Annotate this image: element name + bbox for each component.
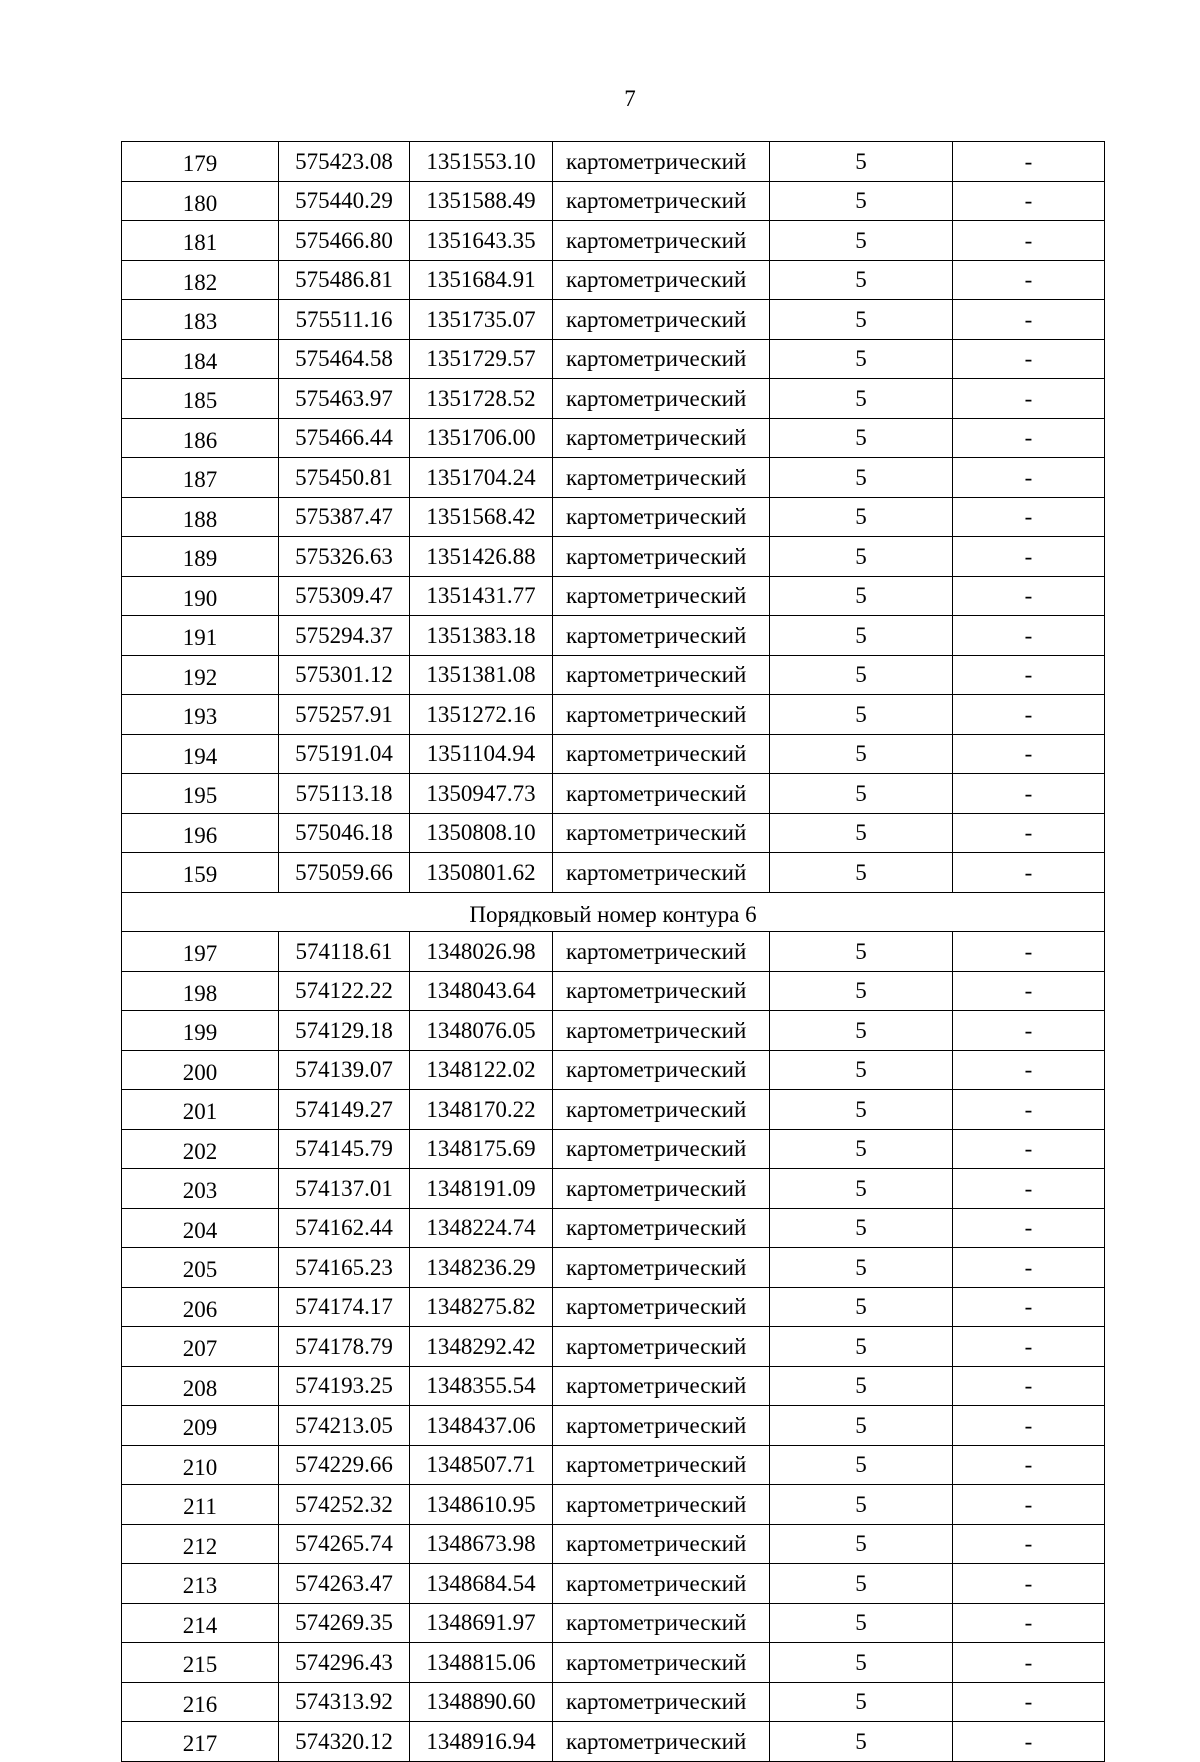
note-cell: - [953,932,1105,972]
accuracy-cell: 5 [770,1011,953,1051]
accuracy-cell: 5 [770,300,953,340]
note-cell: - [953,1129,1105,1169]
table-row [122,1208,1105,1248]
accuracy-cell: 5 [770,1169,953,1209]
note-cell: - [953,300,1105,340]
x-coordinate-cell: 575309.47 [279,576,410,616]
method-cell: картометрический [553,418,770,458]
accuracy-cell: 5 [770,774,953,814]
point-number-cell: 180 [122,181,279,221]
method-cell: картометрический [553,1603,770,1643]
point-number-cell: 196 [122,813,279,853]
method-cell: картометрический [553,616,770,656]
method-cell: картометрический [553,1366,770,1406]
x-coordinate-cell: 575046.18 [279,813,410,853]
x-coordinate-cell: 575486.81 [279,260,410,300]
table-row [122,1682,1105,1722]
accuracy-cell: 5 [770,1050,953,1090]
y-coordinate-cell: 1350947.73 [410,774,553,814]
x-coordinate-cell: 575294.37 [279,616,410,656]
table-row [122,655,1105,695]
point-number-cell: 213 [122,1564,279,1604]
table-row [122,1327,1105,1367]
point-number-cell: 210 [122,1445,279,1485]
table-row [122,1524,1105,1564]
x-coordinate-cell: 575423.08 [279,142,410,182]
point-number-cell: 199 [122,1011,279,1051]
method-cell: картометрический [553,1129,770,1169]
method-cell: картометрический [553,1050,770,1090]
accuracy-cell: 5 [770,616,953,656]
point-number-cell: 216 [122,1682,279,1722]
accuracy-cell: 5 [770,1129,953,1169]
note-cell: - [953,1050,1105,1090]
section-header-row [122,892,1105,932]
accuracy-cell: 5 [770,221,953,261]
point-number-cell: 207 [122,1327,279,1367]
point-number-cell: 190 [122,576,279,616]
y-coordinate-cell: 1348916.94 [410,1722,553,1762]
y-coordinate-cell: 1348236.29 [410,1248,553,1288]
accuracy-cell: 5 [770,497,953,537]
y-coordinate-cell: 1351553.10 [410,142,553,182]
point-number-cell: 191 [122,616,279,656]
y-coordinate-cell: 1351588.49 [410,181,553,221]
accuracy-cell: 5 [770,734,953,774]
x-coordinate-cell: 575191.04 [279,734,410,774]
method-cell: картометрический [553,1090,770,1130]
method-cell: картометрический [553,497,770,537]
point-number-cell: 188 [122,497,279,537]
method-cell: картометрический [553,1643,770,1683]
x-coordinate-cell: 574149.27 [279,1090,410,1130]
accuracy-cell: 5 [770,1090,953,1130]
accuracy-cell: 5 [770,142,953,182]
x-coordinate-cell: 574313.92 [279,1682,410,1722]
y-coordinate-cell: 1348673.98 [410,1524,553,1564]
y-coordinate-cell: 1348175.69 [410,1129,553,1169]
accuracy-cell: 5 [770,971,953,1011]
table-row [122,1090,1105,1130]
accuracy-cell: 5 [770,1208,953,1248]
note-cell: - [953,1603,1105,1643]
y-coordinate-cell: 1351383.18 [410,616,553,656]
x-coordinate-cell: 575257.91 [279,695,410,735]
x-coordinate-cell: 574252.32 [279,1485,410,1525]
y-coordinate-cell: 1348122.02 [410,1050,553,1090]
method-cell: картометрический [553,695,770,735]
point-number-cell: 193 [122,695,279,735]
table-row [122,458,1105,498]
y-coordinate-cell: 1348275.82 [410,1287,553,1327]
point-number-cell: 185 [122,379,279,419]
method-cell: картометрический [553,1248,770,1288]
accuracy-cell: 5 [770,418,953,458]
table-row [122,971,1105,1011]
x-coordinate-cell: 574139.07 [279,1050,410,1090]
table-row [122,1050,1105,1090]
page-number: 7 [624,86,636,111]
note-cell: - [953,1366,1105,1406]
method-cell: картометрический [553,655,770,695]
table-row [122,418,1105,458]
method-cell: картометрический [553,1011,770,1051]
point-number-cell: 195 [122,774,279,814]
accuracy-cell: 5 [770,1682,953,1722]
method-cell: картометрический [553,774,770,814]
x-coordinate-cell: 575059.66 [279,853,410,893]
table-row [122,221,1105,261]
method-cell: картометрический [553,260,770,300]
note-cell: - [953,142,1105,182]
table-row [122,695,1105,735]
y-coordinate-cell: 1351431.77 [410,576,553,616]
y-coordinate-cell: 1348076.05 [410,1011,553,1051]
accuracy-cell: 5 [770,813,953,853]
method-cell: картометрический [553,221,770,261]
x-coordinate-cell: 574145.79 [279,1129,410,1169]
y-coordinate-cell: 1348026.98 [410,932,553,972]
x-coordinate-cell: 575113.18 [279,774,410,814]
y-coordinate-cell: 1348224.74 [410,1208,553,1248]
x-coordinate-cell: 574265.74 [279,1524,410,1564]
x-coordinate-cell: 574213.05 [279,1406,410,1446]
method-cell: картометрический [553,576,770,616]
x-coordinate-cell: 575466.80 [279,221,410,261]
method-cell: картометрический [553,1327,770,1367]
y-coordinate-cell: 1350808.10 [410,813,553,853]
table-row [122,1603,1105,1643]
point-number-cell: 179 [122,142,279,182]
point-number-cell: 184 [122,339,279,379]
table-row [122,774,1105,814]
point-number-cell: 206 [122,1287,279,1327]
table-row [122,1643,1105,1683]
point-number-cell: 205 [122,1248,279,1288]
y-coordinate-cell: 1351729.57 [410,339,553,379]
method-cell: картометрический [553,537,770,577]
note-cell: - [953,576,1105,616]
x-coordinate-cell: 574269.35 [279,1603,410,1643]
note-cell: - [953,1445,1105,1485]
table-row [122,1445,1105,1485]
note-cell: - [953,1524,1105,1564]
table-row [122,576,1105,616]
y-coordinate-cell: 1348292.42 [410,1327,553,1367]
x-coordinate-cell: 574122.22 [279,971,410,1011]
note-cell: - [953,418,1105,458]
method-cell: картометрический [553,813,770,853]
x-coordinate-cell: 575463.97 [279,379,410,419]
method-cell: картометрический [553,1485,770,1525]
point-number-cell: 211 [122,1485,279,1525]
note-cell: - [953,1208,1105,1248]
method-cell: картометрический [553,181,770,221]
x-coordinate-cell: 575466.44 [279,418,410,458]
y-coordinate-cell: 1348610.95 [410,1485,553,1525]
note-cell: - [953,616,1105,656]
note-cell: - [953,1169,1105,1209]
point-number-cell: 159 [122,853,279,893]
x-coordinate-cell: 574129.18 [279,1011,410,1051]
note-cell: - [953,853,1105,893]
accuracy-cell: 5 [770,1485,953,1525]
table-row [122,181,1105,221]
note-cell: - [953,695,1105,735]
point-number-cell: 209 [122,1406,279,1446]
note-cell: - [953,537,1105,577]
point-number-cell: 208 [122,1366,279,1406]
method-cell: картометрический [553,734,770,774]
method-cell: картометрический [553,379,770,419]
table-row [122,1169,1105,1209]
note-cell: - [953,813,1105,853]
note-cell: - [953,734,1105,774]
note-cell: - [953,379,1105,419]
method-cell: картометрический [553,971,770,1011]
point-number-cell: 197 [122,932,279,972]
method-cell: картометрический [553,1287,770,1327]
method-cell: картометрический [553,932,770,972]
note-cell: - [953,221,1105,261]
accuracy-cell: 5 [770,339,953,379]
method-cell: картометрический [553,1445,770,1485]
y-coordinate-cell: 1351568.42 [410,497,553,537]
x-coordinate-cell: 574118.61 [279,932,410,972]
accuracy-cell: 5 [770,576,953,616]
table-row [122,1485,1105,1525]
point-number-cell: 212 [122,1524,279,1564]
y-coordinate-cell: 1351728.52 [410,379,553,419]
y-coordinate-cell: 1351704.24 [410,458,553,498]
point-number-cell: 187 [122,458,279,498]
accuracy-cell: 5 [770,1524,953,1564]
point-number-cell: 181 [122,221,279,261]
accuracy-cell: 5 [770,932,953,972]
note-cell: - [953,774,1105,814]
accuracy-cell: 5 [770,1603,953,1643]
method-cell: картометрический [553,1406,770,1446]
note-cell: - [953,339,1105,379]
point-number-cell: 183 [122,300,279,340]
point-number-cell: 189 [122,537,279,577]
table-row [122,1287,1105,1327]
coordinates-table [121,141,1105,1762]
y-coordinate-cell: 1348191.09 [410,1169,553,1209]
table-row [122,853,1105,893]
x-coordinate-cell: 574320.12 [279,1722,410,1762]
x-coordinate-cell: 574263.47 [279,1564,410,1604]
point-number-cell: 203 [122,1169,279,1209]
y-coordinate-cell: 1351104.94 [410,734,553,774]
table-row [122,300,1105,340]
method-cell: картометрический [553,1722,770,1762]
x-coordinate-cell: 575387.47 [279,497,410,537]
accuracy-cell: 5 [770,1564,953,1604]
y-coordinate-cell: 1351381.08 [410,655,553,695]
method-cell: картометрический [553,1564,770,1604]
method-cell: картометрический [553,1169,770,1209]
point-number-cell: 192 [122,655,279,695]
x-coordinate-cell: 574137.01 [279,1169,410,1209]
y-coordinate-cell: 1350801.62 [410,853,553,893]
point-number-cell: 202 [122,1129,279,1169]
note-cell: - [953,1287,1105,1327]
y-coordinate-cell: 1351426.88 [410,537,553,577]
x-coordinate-cell: 574162.44 [279,1208,410,1248]
accuracy-cell: 5 [770,695,953,735]
note-cell: - [953,1682,1105,1722]
note-cell: - [953,1485,1105,1525]
method-cell: картометрический [553,1524,770,1564]
note-cell: - [953,1090,1105,1130]
table-row [122,813,1105,853]
note-cell: - [953,1643,1105,1683]
table-row [122,1722,1105,1762]
point-number-cell: 198 [122,971,279,1011]
y-coordinate-cell: 1348043.64 [410,971,553,1011]
x-coordinate-cell: 574165.23 [279,1248,410,1288]
note-cell: - [953,458,1105,498]
note-cell: - [953,181,1105,221]
accuracy-cell: 5 [770,379,953,419]
accuracy-cell: 5 [770,1366,953,1406]
coordinates-table-body [122,142,1105,1762]
table-row [122,1129,1105,1169]
table-row [122,379,1105,419]
accuracy-cell: 5 [770,537,953,577]
accuracy-cell: 5 [770,853,953,893]
x-coordinate-cell: 575440.29 [279,181,410,221]
point-number-cell: 214 [122,1603,279,1643]
method-cell: картометрический [553,853,770,893]
method-cell: картометрический [553,458,770,498]
accuracy-cell: 5 [770,1327,953,1367]
table-row [122,537,1105,577]
point-number-cell: 201 [122,1090,279,1130]
y-coordinate-cell: 1348437.06 [410,1406,553,1446]
table-row [122,932,1105,972]
accuracy-cell: 5 [770,1248,953,1288]
x-coordinate-cell: 575301.12 [279,655,410,695]
point-number-cell: 194 [122,734,279,774]
x-coordinate-cell: 575450.81 [279,458,410,498]
accuracy-cell: 5 [770,1445,953,1485]
point-number-cell: 200 [122,1050,279,1090]
y-coordinate-cell: 1351735.07 [410,300,553,340]
accuracy-cell: 5 [770,458,953,498]
table-row [122,616,1105,656]
accuracy-cell: 5 [770,260,953,300]
note-cell: - [953,1011,1105,1051]
point-number-cell: 215 [122,1643,279,1683]
table-row [122,339,1105,379]
y-coordinate-cell: 1351684.91 [410,260,553,300]
y-coordinate-cell: 1351706.00 [410,418,553,458]
point-number-cell: 186 [122,418,279,458]
y-coordinate-cell: 1348691.97 [410,1603,553,1643]
table-row [122,142,1105,182]
section-title: Порядковый номер контура 6 [122,892,1105,932]
y-coordinate-cell: 1348507.71 [410,1445,553,1485]
accuracy-cell: 5 [770,655,953,695]
x-coordinate-cell: 575326.63 [279,537,410,577]
method-cell: картометрический [553,300,770,340]
note-cell: - [953,1327,1105,1367]
x-coordinate-cell: 574178.79 [279,1327,410,1367]
y-coordinate-cell: 1348890.60 [410,1682,553,1722]
x-coordinate-cell: 574193.25 [279,1366,410,1406]
note-cell: - [953,1248,1105,1288]
table-row [122,1406,1105,1446]
table-row [122,1011,1105,1051]
table-row [122,1248,1105,1288]
note-cell: - [953,1722,1105,1762]
table-row [122,260,1105,300]
table-row [122,734,1105,774]
note-cell: - [953,260,1105,300]
y-coordinate-cell: 1348355.54 [410,1366,553,1406]
x-coordinate-cell: 574229.66 [279,1445,410,1485]
note-cell: - [953,1564,1105,1604]
x-coordinate-cell: 574296.43 [279,1643,410,1683]
table-row [122,1366,1105,1406]
point-number-cell: 217 [122,1722,279,1762]
accuracy-cell: 5 [770,1643,953,1683]
y-coordinate-cell: 1348815.06 [410,1643,553,1683]
note-cell: - [953,497,1105,537]
note-cell: - [953,971,1105,1011]
x-coordinate-cell: 574174.17 [279,1287,410,1327]
y-coordinate-cell: 1351643.35 [410,221,553,261]
accuracy-cell: 5 [770,1406,953,1446]
y-coordinate-cell: 1348170.22 [410,1090,553,1130]
method-cell: картометрический [553,1682,770,1722]
point-number-cell: 182 [122,260,279,300]
point-number-cell: 204 [122,1208,279,1248]
y-coordinate-cell: 1348684.54 [410,1564,553,1604]
accuracy-cell: 5 [770,1722,953,1762]
method-cell: картометрический [553,339,770,379]
accuracy-cell: 5 [770,181,953,221]
table-row [122,1564,1105,1604]
note-cell: - [953,1406,1105,1446]
table-row [122,497,1105,537]
x-coordinate-cell: 575511.16 [279,300,410,340]
note-cell: - [953,655,1105,695]
y-coordinate-cell: 1351272.16 [410,695,553,735]
accuracy-cell: 5 [770,1287,953,1327]
x-coordinate-cell: 575464.58 [279,339,410,379]
method-cell: картометрический [553,1208,770,1248]
method-cell: картометрический [553,142,770,182]
